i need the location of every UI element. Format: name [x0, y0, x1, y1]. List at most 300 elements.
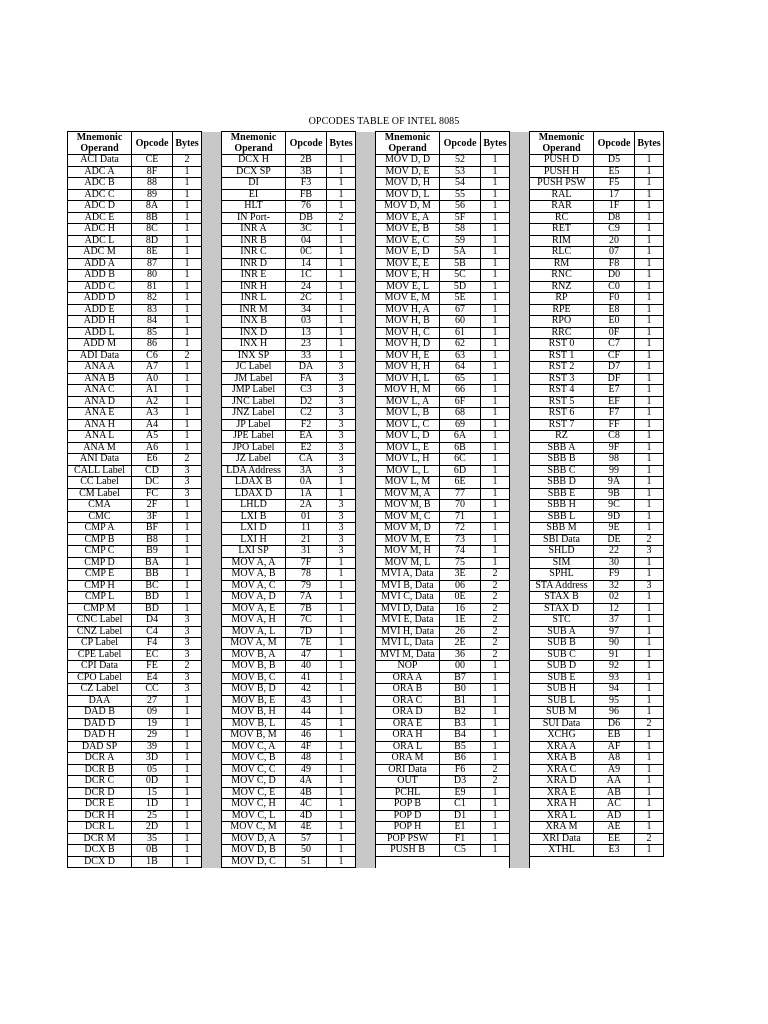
mnemonic-cell: SBB A: [530, 442, 594, 454]
table-row: [68, 684, 664, 696]
mnemonic-cell: ADD C: [68, 281, 132, 293]
opcode-cell: F8: [594, 258, 635, 270]
page-title: OPCODES TABLE OF INTEL 8085: [308, 116, 460, 127]
mnemonic-cell: LXI B: [222, 511, 286, 523]
bytes-cell: 1: [481, 695, 510, 707]
column-separator: [510, 845, 530, 857]
mnemonic-cell: RLC: [530, 247, 594, 259]
opcode-cell: C8: [594, 431, 635, 443]
bytes-cell: 1: [481, 235, 510, 247]
mnemonic-cell: LDA Address: [222, 465, 286, 477]
opcode-cell: 15: [132, 787, 173, 799]
column-separator: [202, 155, 222, 167]
opcode-cell: 0C: [286, 247, 327, 259]
column-separator: [510, 776, 530, 788]
table-row: [68, 799, 664, 811]
mnemonic-cell: RST 3: [530, 373, 594, 385]
opcode-cell: 2E: [440, 638, 481, 650]
mnemonic-cell: INR D: [222, 258, 286, 270]
bytes-cell: 1: [173, 442, 202, 454]
column-separator: [202, 247, 222, 259]
bytes-cell: 1: [635, 350, 664, 362]
mnemonic-cell: XRA M: [530, 822, 594, 834]
column-separator: [510, 822, 530, 834]
column-separator: [510, 385, 530, 397]
column-separator: [356, 373, 376, 385]
bytes-cell: 1: [481, 396, 510, 408]
column-separator: [356, 753, 376, 765]
mnemonic-cell: MOV C, L: [222, 810, 286, 822]
mnemonic-cell: POP PSW: [376, 833, 440, 845]
opcode-cell: A2: [132, 396, 173, 408]
bytes-cell: 3: [635, 580, 664, 592]
table-row: [68, 764, 664, 776]
column-separator: [202, 695, 222, 707]
column-separator: [356, 235, 376, 247]
mnemonic-cell: MOV C, B: [222, 753, 286, 765]
mnemonic-cell: SBB H: [530, 500, 594, 512]
opcode-cell: AF: [594, 741, 635, 753]
bytes-cell: 1: [481, 822, 510, 834]
opcode-cell: 1F: [594, 201, 635, 213]
bytes-cell: 1: [635, 212, 664, 224]
mnemonic-cell: RZ: [530, 431, 594, 443]
mnemonic-cell: DCR B: [68, 764, 132, 776]
bytes-cell: 1: [481, 465, 510, 477]
opcode-cell: EB: [594, 730, 635, 742]
bytes-cell: 1: [173, 385, 202, 397]
mnemonic-cell: MOV D, B: [222, 845, 286, 857]
opcode-cell: F1: [440, 833, 481, 845]
mnemonic-cell: PUSH B: [376, 845, 440, 857]
mnemonic-cell: MOV C, D: [222, 776, 286, 788]
column-separator: [356, 442, 376, 454]
mnemonic-cell: RST 2: [530, 362, 594, 374]
opcode-cell: A4: [132, 419, 173, 431]
opcode-cell: 20: [594, 235, 635, 247]
mnemonic-cell: JNC Label: [222, 396, 286, 408]
column-separator: [510, 465, 530, 477]
bytes-cell: 1: [481, 293, 510, 305]
mnemonic-cell: PUSH H: [530, 166, 594, 178]
mnemonic-cell: RPE: [530, 304, 594, 316]
column-separator: [510, 649, 530, 661]
mnemonic-cell: MOV B, C: [222, 672, 286, 684]
opcode-cell: F7: [594, 408, 635, 420]
column-separator: [356, 155, 376, 167]
column-separator: [356, 189, 376, 201]
bytes-cell: 3: [327, 396, 356, 408]
mnemonic-cell: MOV E, A: [376, 212, 440, 224]
opcode-cell: 06: [440, 580, 481, 592]
mnemonic-cell: INX B: [222, 316, 286, 328]
bytes-cell: 1: [327, 730, 356, 742]
column-separator: [356, 603, 376, 615]
bytes-cell: 1: [327, 776, 356, 788]
opcode-cell: 4F: [286, 741, 327, 753]
mnemonic-cell: CMC: [68, 511, 132, 523]
mnemonic-cell: MOV L, D: [376, 431, 440, 443]
table-row: [68, 845, 664, 857]
bytes-cell: 1: [173, 787, 202, 799]
mnemonic-cell: ADI Data: [68, 350, 132, 362]
bytes-cell: 1: [173, 339, 202, 351]
mnemonic-cell: MOV C, E: [222, 787, 286, 799]
mnemonic-cell: ADD B: [68, 270, 132, 282]
bytes-cell: 1: [481, 408, 510, 420]
table-row: [68, 201, 664, 213]
opcode-cell: 5F: [440, 212, 481, 224]
opcode-cell: 44: [286, 707, 327, 719]
opcode-cell: 86: [132, 339, 173, 351]
bytes-cell: 1: [481, 212, 510, 224]
table-row: [68, 753, 664, 765]
column-separator: [356, 224, 376, 236]
opcode-cell: 26: [440, 626, 481, 638]
mnemonic-cell: ANA D: [68, 396, 132, 408]
column-separator: [356, 569, 376, 581]
mnemonic-cell: ANA B: [68, 373, 132, 385]
bytes-cell: 1: [481, 672, 510, 684]
table-row: [68, 235, 664, 247]
column-separator: [510, 615, 530, 627]
mnemonic-cell: MOV A, H: [222, 615, 286, 627]
table-row: [68, 718, 664, 730]
opcode-cell: AB: [594, 787, 635, 799]
column-separator: [510, 684, 530, 696]
opcode-cell: 4C: [286, 799, 327, 811]
bytes-cell: 1: [481, 327, 510, 339]
mnemonic-cell: STAX B: [530, 592, 594, 604]
column-separator: [356, 132, 376, 155]
bytes-cell: 1: [635, 178, 664, 190]
opcode-cell: A0: [132, 373, 173, 385]
bytes-cell: 1: [327, 684, 356, 696]
opcode-cell: CD: [132, 465, 173, 477]
mnemonic-cell: MOV L, H: [376, 454, 440, 466]
bytes-cell: 1: [481, 799, 510, 811]
opcode-cell: AA: [594, 776, 635, 788]
table-row: [68, 626, 664, 638]
column-separator: [356, 856, 376, 868]
bytes-cell: 1: [327, 557, 356, 569]
bytes-cell: 1: [481, 741, 510, 753]
mnemonic-cell: MOV E, M: [376, 293, 440, 305]
opcode-cell: A8: [594, 753, 635, 765]
mnemonic-cell: JPO Label: [222, 442, 286, 454]
mnemonic-cell: MOV M, H: [376, 546, 440, 558]
column-separator: [510, 477, 530, 489]
mnemonic-cell: ANA M: [68, 442, 132, 454]
table-row: [68, 327, 664, 339]
bytes-cell: 1: [481, 546, 510, 558]
column-separator: [356, 419, 376, 431]
opcode-cell: C9: [594, 224, 635, 236]
table-row: [68, 293, 664, 305]
opcode-cell: 7A: [286, 592, 327, 604]
opcode-cell: D3: [440, 776, 481, 788]
column-separator: [202, 385, 222, 397]
opcode-cell: E5: [594, 166, 635, 178]
opcode-cell: FF: [594, 419, 635, 431]
mnemonic-cell: OUT: [376, 776, 440, 788]
opcode-cell: 3C: [286, 224, 327, 236]
opcode-cell: 9C: [594, 500, 635, 512]
bytes-cell: 1: [635, 316, 664, 328]
opcode-cell: 70: [440, 500, 481, 512]
table-row: [68, 385, 664, 397]
mnemonic-cell: SBB E: [530, 488, 594, 500]
mnemonic-cell: ADD A: [68, 258, 132, 270]
opcode-cell: 7E: [286, 638, 327, 650]
column-separator: [356, 546, 376, 558]
opcode-cell: 53: [440, 166, 481, 178]
opcode-cell: FE: [132, 661, 173, 673]
mnemonic-cell: ADD L: [68, 327, 132, 339]
opcode-cell: CE: [132, 155, 173, 167]
opcode-cell: 3D: [132, 753, 173, 765]
opcode-cell: 7B: [286, 603, 327, 615]
mnemonic-cell: MOV H, H: [376, 362, 440, 374]
opcode-cell: E2: [286, 442, 327, 454]
column-separator: [202, 408, 222, 420]
opcode-cell: DB: [286, 212, 327, 224]
bytes-cell: 1: [327, 615, 356, 627]
column-separator: [510, 339, 530, 351]
mnemonic-cell: LXI H: [222, 534, 286, 546]
bytes-cell: 1: [635, 730, 664, 742]
opcode-cell: 50: [286, 845, 327, 857]
column-separator: [510, 373, 530, 385]
bytes-cell: 1: [481, 155, 510, 167]
bytes-cell: 1: [327, 638, 356, 650]
opcode-cell: 68: [440, 408, 481, 420]
opcode-cell: E3: [594, 845, 635, 857]
mnemonic-cell: ADC E: [68, 212, 132, 224]
column-separator: [356, 212, 376, 224]
opcode-cell: B8: [132, 534, 173, 546]
column-separator: [202, 442, 222, 454]
opcode-cell: 90: [594, 638, 635, 650]
bytes-cell: 1: [635, 373, 664, 385]
column-separator: [202, 431, 222, 443]
opcode-cell: EF: [594, 396, 635, 408]
table-row: [68, 500, 664, 512]
bytes-cell: 1: [327, 649, 356, 661]
bytes-cell: 1: [635, 557, 664, 569]
bytes-cell: 1: [173, 373, 202, 385]
column-separator: [202, 718, 222, 730]
mnemonic-cell: PUSH D: [530, 155, 594, 167]
column-separator: [356, 764, 376, 776]
table-row: [68, 339, 664, 351]
table-row: [68, 419, 664, 431]
mnemonic-cell: MOV D, E: [376, 166, 440, 178]
bytes-cell: 1: [481, 178, 510, 190]
bytes-cell: 3: [173, 638, 202, 650]
opcode-cell: 8D: [132, 235, 173, 247]
mnemonic-cell: MVI D, Data: [376, 603, 440, 615]
mnemonic-cell: CZ Label: [68, 684, 132, 696]
bytes-cell: 1: [635, 419, 664, 431]
opcode-cell: 89: [132, 189, 173, 201]
mnemonic-cell: CALL Label: [68, 465, 132, 477]
mnemonic-cell: XRA A: [530, 741, 594, 753]
mnemonic-cell: DAD SP: [68, 741, 132, 753]
column-separator: [510, 350, 530, 362]
opcode-cell: 9E: [594, 523, 635, 535]
opcode-cell: B2: [440, 707, 481, 719]
column-separator: [356, 822, 376, 834]
mnemonic-cell: MVI B, Data: [376, 580, 440, 592]
mnemonic-cell: INR C: [222, 247, 286, 259]
table-row: [68, 707, 664, 719]
mnemonic-cell: SUB D: [530, 661, 594, 673]
opcode-cell: 9B: [594, 488, 635, 500]
bytes-cell: 1: [327, 316, 356, 328]
table-row: [68, 603, 664, 615]
opcode-cell: 69: [440, 419, 481, 431]
column-separator: [356, 385, 376, 397]
column-separator: [202, 304, 222, 316]
opcode-cell: 76: [286, 201, 327, 213]
opcode-cell: 81: [132, 281, 173, 293]
mnemonic-cell: MOV L, A: [376, 396, 440, 408]
mnemonic-cell: MOV D, C: [222, 856, 286, 868]
table-row: [68, 661, 664, 673]
mnemonic-cell: RST 5: [530, 396, 594, 408]
mnemonic-cell: RRC: [530, 327, 594, 339]
bytes-cell: 1: [635, 741, 664, 753]
mnemonic-cell: MOV H, A: [376, 304, 440, 316]
opcode-cell: D7: [594, 362, 635, 374]
opcode-cell: 6C: [440, 454, 481, 466]
opcode-cell: 35: [132, 833, 173, 845]
mnemonic-cell: ORA C: [376, 695, 440, 707]
column-separator: [202, 235, 222, 247]
bytes-cell: 1: [173, 603, 202, 615]
bytes-cell: 1: [481, 534, 510, 546]
column-separator: [510, 833, 530, 845]
mnemonic-cell: DCX SP: [222, 166, 286, 178]
column-separator: [510, 178, 530, 190]
column-separator: [202, 258, 222, 270]
header-opcode: Opcode: [594, 132, 635, 155]
bytes-cell: 1: [635, 270, 664, 282]
bytes-cell: 1: [173, 304, 202, 316]
column-separator: [202, 707, 222, 719]
opcode-cell: 52: [440, 155, 481, 167]
column-separator: [510, 707, 530, 719]
opcode-cell: 8A: [132, 201, 173, 213]
opcode-cell: DA: [286, 362, 327, 374]
mnemonic-cell: ADC D: [68, 201, 132, 213]
column-separator: [202, 741, 222, 753]
opcode-cell: EE: [594, 833, 635, 845]
opcode-cell: 0D: [132, 776, 173, 788]
mnemonic-cell: XRI Data: [530, 833, 594, 845]
mnemonic-cell: POP B: [376, 799, 440, 811]
mnemonic-cell: DCR E: [68, 799, 132, 811]
bytes-cell: 1: [173, 270, 202, 282]
bytes-cell: 3: [327, 546, 356, 558]
mnemonic-cell: DCR C: [68, 776, 132, 788]
opcode-cell: E6: [132, 454, 173, 466]
bytes-cell: 1: [635, 684, 664, 696]
table-row: [68, 258, 664, 270]
bytes-cell: 1: [173, 546, 202, 558]
mnemonic-cell: MOV B, A: [222, 649, 286, 661]
table-row: [68, 649, 664, 661]
mnemonic-cell: HLT: [222, 201, 286, 213]
column-separator: [202, 166, 222, 178]
mnemonic-cell: NOP: [376, 661, 440, 673]
mnemonic-cell: MOV A, L: [222, 626, 286, 638]
column-separator: [356, 339, 376, 351]
mnemonic-cell: MOV C, A: [222, 741, 286, 753]
opcode-cell: B5: [440, 741, 481, 753]
opcode-cell: 85: [132, 327, 173, 339]
bytes-cell: 2: [481, 649, 510, 661]
bytes-cell: 1: [481, 224, 510, 236]
bytes-cell: 1: [173, 293, 202, 305]
bytes-cell: 1: [635, 672, 664, 684]
mnemonic-cell: MOV A, D: [222, 592, 286, 604]
opcode-cell: 74: [440, 546, 481, 558]
opcode-cell: 80: [132, 270, 173, 282]
mnemonic-cell: SBB B: [530, 454, 594, 466]
table-row: [68, 787, 664, 799]
opcode-cell: CF: [594, 350, 635, 362]
opcode-cell: 9D: [594, 511, 635, 523]
empty-cell: [440, 856, 481, 868]
opcode-cell: 36: [440, 649, 481, 661]
opcode-cell: 75: [440, 557, 481, 569]
bytes-cell: 1: [635, 339, 664, 351]
column-separator: [510, 626, 530, 638]
header-mnemonic-operand: Mnemonic Operand: [68, 132, 132, 155]
table-row: [68, 477, 664, 489]
mnemonic-cell: MOV H, E: [376, 350, 440, 362]
column-separator: [356, 557, 376, 569]
mnemonic-cell: RST 4: [530, 385, 594, 397]
opcode-cell: D8: [594, 212, 635, 224]
bytes-cell: 3: [327, 442, 356, 454]
bytes-cell: 1: [173, 431, 202, 443]
bytes-cell: 1: [327, 626, 356, 638]
bytes-cell: 1: [327, 661, 356, 673]
opcode-cell: BF: [132, 523, 173, 535]
opcode-cell: 63: [440, 350, 481, 362]
mnemonic-cell: CPO Label: [68, 672, 132, 684]
bytes-cell: 1: [635, 845, 664, 857]
mnemonic-cell: XCHG: [530, 730, 594, 742]
bytes-cell: 1: [173, 281, 202, 293]
mnemonic-cell: RST 7: [530, 419, 594, 431]
table-row: [68, 822, 664, 834]
column-separator: [510, 730, 530, 742]
bytes-cell: 1: [173, 695, 202, 707]
column-separator: [202, 224, 222, 236]
opcode-cell: 99: [594, 465, 635, 477]
table-row: [68, 270, 664, 282]
table-row: [68, 776, 664, 788]
bytes-cell: 3: [327, 431, 356, 443]
opcode-cell: 5D: [440, 281, 481, 293]
bytes-cell: 1: [327, 350, 356, 362]
opcode-cell: 27: [132, 695, 173, 707]
opcode-cell: C2: [286, 408, 327, 420]
